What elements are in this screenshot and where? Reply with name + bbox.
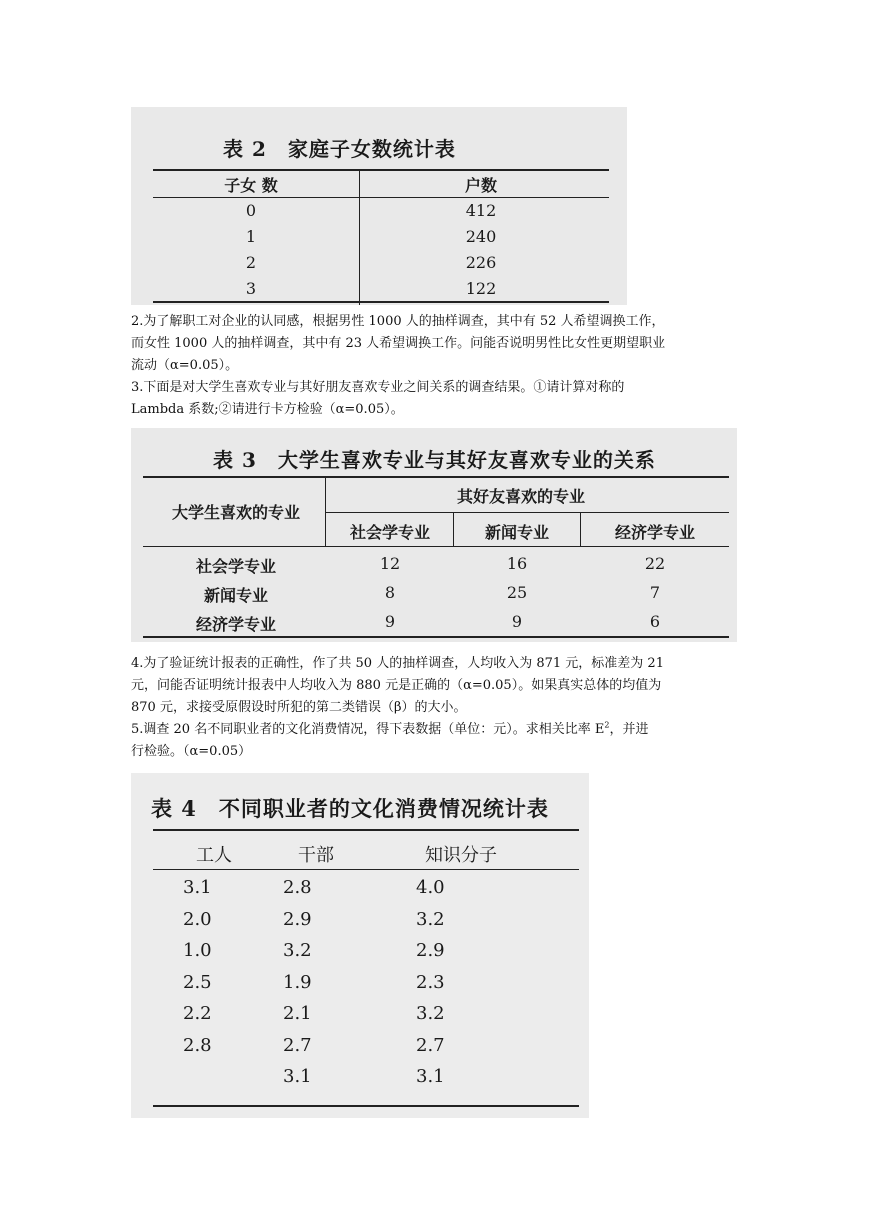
question-4 xyxy=(131,653,741,719)
question-2-line-3: 流动（α=0.05）。 xyxy=(131,358,239,373)
table2-cell-children: 0 xyxy=(245,201,257,220)
table3-group-rule xyxy=(325,512,729,513)
table4-cell: 2.0 xyxy=(183,908,212,930)
question-5-line-1 xyxy=(131,719,741,741)
table3-row-header-divider xyxy=(325,476,326,546)
table3-row-label: 新闻专业 xyxy=(203,586,268,605)
table2-header-rule xyxy=(153,197,609,198)
table4-header-cadres: 干部 xyxy=(298,845,334,866)
table3-top-rule xyxy=(143,476,729,478)
question-4-line-2: 元，问能否证明统计报表中人均收入为 880 元是正确的（α=0.05）。如果真实总体的均值为 xyxy=(131,678,662,693)
question-4-line-1: 4.为了验证统计报表的正确性，作了共 50 人的抽样调查，人均收入为 871 元，标准差为 21 xyxy=(131,656,664,671)
table4-cell: 1.0 xyxy=(183,940,212,961)
question-3-line-2: Lambda 系数;②请进行卡方检验（α=0.05）。 xyxy=(131,402,404,417)
table4-cell: 1.9 xyxy=(283,971,312,993)
question-5 xyxy=(131,719,741,763)
question-2-line-1: 2.为了解职工对企业的认同感，根据男性 1000 人的抽样调查，其中有 52 人希望调换工作， xyxy=(131,314,665,329)
table4-cell: 4.0 xyxy=(416,877,445,898)
table3-col-header-journalism: 新闻专业 xyxy=(484,523,549,542)
table2-image xyxy=(131,107,627,305)
table3-bottom-rule xyxy=(143,636,729,638)
table3-col-header-economics: 经济学专业 xyxy=(614,523,695,542)
table4-cell: 2.7 xyxy=(283,1034,312,1056)
table4-image xyxy=(131,773,589,1118)
question-2 xyxy=(131,311,741,377)
table3-col-group-header: 其好友喜欢的专业 xyxy=(456,487,585,506)
table2-cell-children: 2 xyxy=(245,253,257,272)
table4-bottom-rule xyxy=(153,1105,579,1107)
table4-header-intellectuals: 知识分子 xyxy=(425,845,497,866)
table4-header-rule xyxy=(153,869,579,870)
question-5-superscript: 2 xyxy=(604,720,610,730)
table2-bottom-rule xyxy=(153,301,609,303)
table4-cell: 3.1 xyxy=(416,1066,445,1087)
table4-title: 表 4 不同职业者的文化消费情况统计表 xyxy=(151,796,549,821)
table4-cell: 2.9 xyxy=(283,908,312,930)
table2-cell-households: 226 xyxy=(465,253,497,272)
table4-cell: 2.8 xyxy=(283,877,312,898)
table2-cell-children: 1 xyxy=(245,227,257,246)
table2-cell-children: 3 xyxy=(245,279,257,298)
table4-cell: 2.5 xyxy=(183,971,212,993)
table4-cell: 3.2 xyxy=(416,1003,445,1024)
table4-cell: 3.1 xyxy=(283,1066,312,1087)
table4-cell: 2.8 xyxy=(183,1034,212,1056)
table3-cell: 22 xyxy=(644,554,666,573)
table4-header-workers: 工人 xyxy=(196,845,232,866)
table4-cell: 2.7 xyxy=(416,1034,445,1056)
table4-cell: 2.9 xyxy=(416,940,445,961)
table2-cell-households: 412 xyxy=(465,201,497,220)
table4-cell: 3.2 xyxy=(283,940,312,961)
question-5-line-1-b: ，并进 xyxy=(609,722,649,737)
table3-col-header-sociology: 社会学专业 xyxy=(349,523,430,542)
table3-cell: 8 xyxy=(384,583,396,602)
table2-header-households: 户数 xyxy=(464,176,497,195)
table3-cell: 12 xyxy=(379,554,401,573)
table3-cell: 7 xyxy=(649,583,661,602)
table2-cell-households: 122 xyxy=(465,279,497,298)
table4-cell: 3.1 xyxy=(183,877,212,898)
table4-top-rule xyxy=(153,829,579,831)
table3-header-rule xyxy=(143,546,729,547)
table3-cell: 6 xyxy=(649,612,661,631)
question-4-line-3: 870 元，求接受原假设时所犯的第二类错误（β）的大小。 xyxy=(131,700,467,715)
table4-cell: 2.2 xyxy=(183,1003,212,1024)
table3-cell: 9 xyxy=(384,612,396,631)
question-5-line-1-a: 5.调查 20 名不同职业者的文化消费情况，得下表数据（单位：元）。求相关比率 E xyxy=(131,722,605,737)
table2-header-children: 子女 数 xyxy=(224,176,278,195)
table3-cell: 16 xyxy=(506,554,528,573)
table3-cell: 25 xyxy=(506,583,528,602)
question-3-line-1: 3.下面是对大学生喜欢专业与其好朋友喜欢专业之间关系的调查结果。①请计算对称的 xyxy=(131,380,625,395)
table3-row-label: 经济学专业 xyxy=(195,615,276,634)
question-3 xyxy=(131,377,741,421)
question-5-line-2: 行检验。（α=0.05） xyxy=(131,744,252,759)
table3-cell: 9 xyxy=(511,612,523,631)
table3-title: 表 3 大学生喜欢专业与其好友喜欢专业的关系 xyxy=(213,448,656,472)
table2-divider xyxy=(359,169,360,305)
table3-image xyxy=(131,428,737,642)
table2-top-rule xyxy=(153,169,609,171)
table3-row-header: 大学生喜欢的专业 xyxy=(171,503,300,522)
table2-title: 表 2 家庭子女数统计表 xyxy=(223,137,456,161)
table3-row-label: 社会学专业 xyxy=(195,557,276,576)
table4-cell: 3.2 xyxy=(416,908,445,930)
table2-cell-households: 240 xyxy=(465,227,497,246)
question-2-line-2: 而女性 1000 人的抽样调查，其中有 23 人希望调换工作。问能否说明男性比女性更期望职业 xyxy=(131,336,666,351)
table4-cell: 2.1 xyxy=(283,1003,312,1024)
table4-cell: 2.3 xyxy=(416,971,445,993)
